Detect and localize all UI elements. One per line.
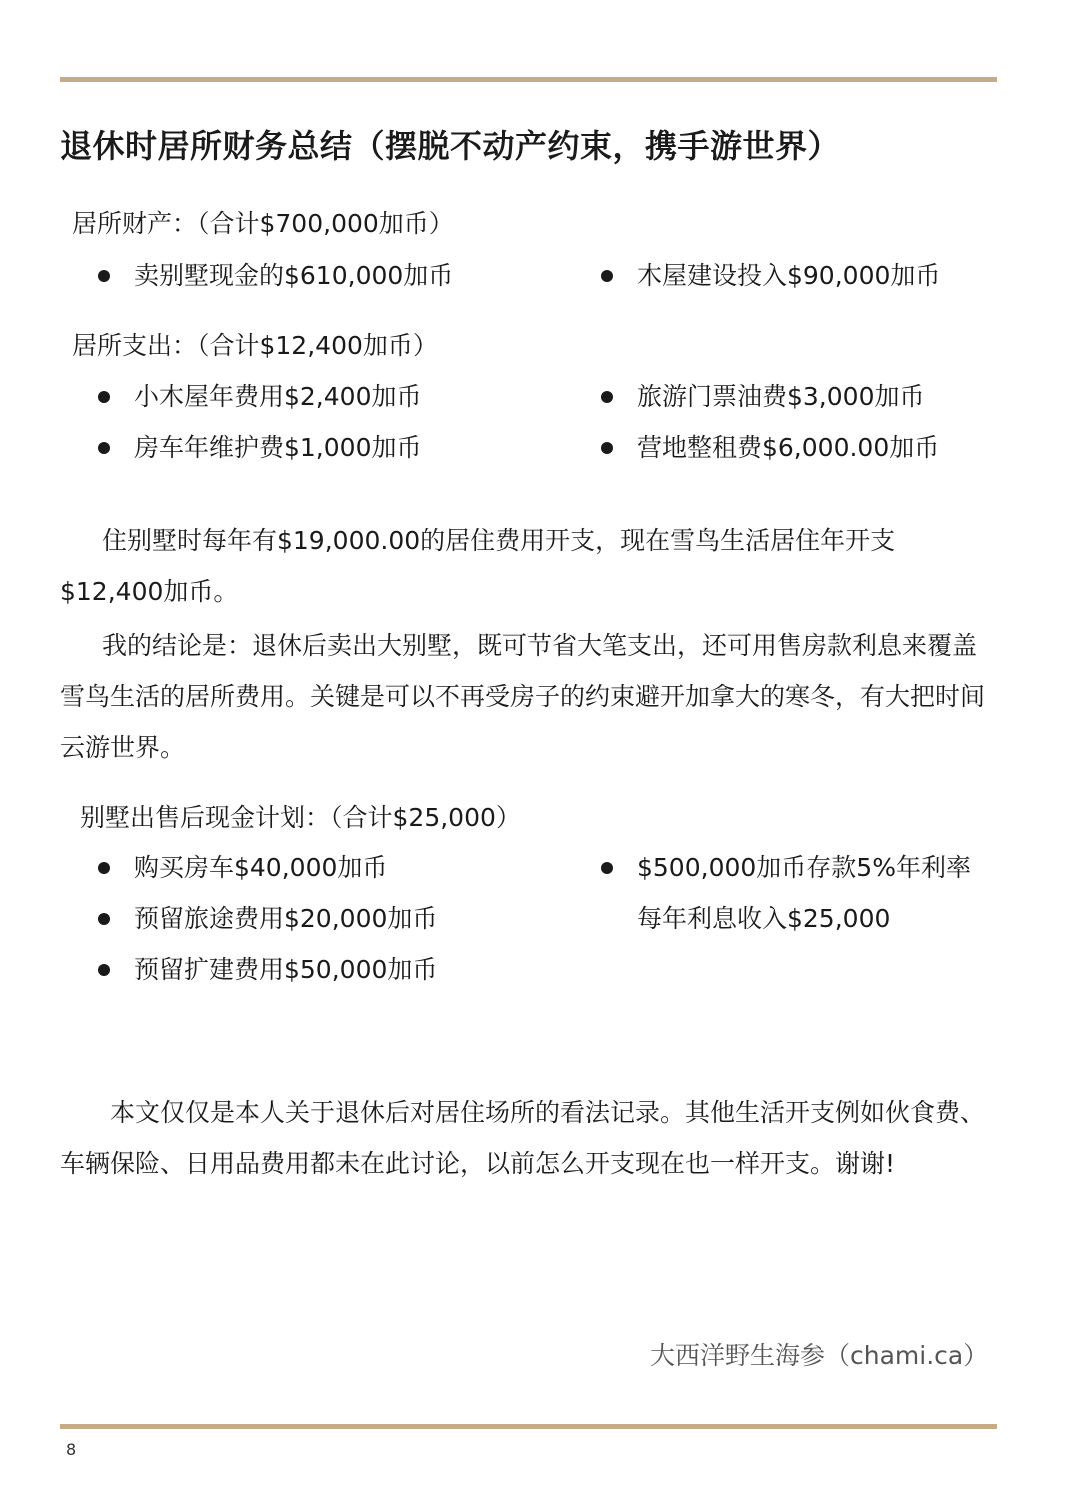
bullet-icon: [98, 964, 110, 976]
top-divider: [60, 77, 997, 82]
list-item-text: 预留扩建费用$50,000加币: [134, 955, 438, 984]
paragraph-note: [60, 1087, 990, 1189]
interest-income-line: 每年利息收入$25,000: [637, 904, 891, 933]
list-item-text: $500,000加币存款5%年利率: [637, 853, 971, 882]
paragraph-text: 住别墅时每年有$19,000.00的居住费用开支，现在雪鸟生活居住年开支$12,400加币。: [60, 526, 896, 606]
list-item-text: 木屋建设投入$90,000加币: [637, 261, 941, 290]
page-number: 8: [66, 1440, 77, 1459]
bullet-icon: [98, 862, 110, 874]
bullet-icon: [601, 442, 613, 454]
expenses-heading: 居所支出：（合计$12,400加币）: [72, 331, 438, 360]
bullet-icon: [98, 391, 110, 403]
paragraph-conclusion: [60, 620, 990, 773]
paragraph-text: 本文仅仅是本人关于退休后对居住场所的看法记录。其他生活开支例如伙食费、车辆保险、日用品费用都未在此讨论，以前怎么开支现在也一样开支。谢谢!: [60, 1098, 986, 1178]
list-item-text: 卖别墅现金的$610,000加币: [134, 261, 454, 290]
bottom-divider: [60, 1424, 997, 1429]
bullet-icon: [601, 391, 613, 403]
assets-heading: 居所财产：（合计$700,000加币）: [72, 209, 454, 238]
paragraph-text: 我的结论是：退休后卖出大别墅，既可节省大笔支出，还可用售房款利息来覆盖雪鸟生活的居所费用。关键是可以不再受房子的约束避开加拿大的寒冬，有大把时间云游世界。: [60, 631, 986, 762]
list-item-text: 旅游门票油费$3,000加币: [637, 382, 925, 411]
list-item-text: 预留旅途费用$20,000加币: [134, 904, 438, 933]
bullet-icon: [98, 913, 110, 925]
bullet-icon: [98, 442, 110, 454]
list-item-text: 营地整租费$6,000.00加币: [637, 433, 940, 462]
list-item-text: 购买房车$40,000加币: [134, 853, 388, 882]
bullet-icon: [98, 270, 110, 282]
page-title: 退休时居所财务总结（摆脱不动产约束，携手游世界）: [60, 127, 841, 165]
signature: 大西洋野生海参（chami.ca）: [650, 1341, 989, 1370]
bullet-icon: [601, 862, 613, 874]
paragraph-living-cost: [60, 515, 990, 617]
bullet-icon: [601, 270, 613, 282]
plan-heading: 别墅出售后现金计划：（合计$25,000）: [80, 803, 521, 832]
list-item-text: 小木屋年费用$2,400加币: [134, 382, 422, 411]
list-item-text: 房车年维护费$1,000加币: [134, 433, 422, 462]
